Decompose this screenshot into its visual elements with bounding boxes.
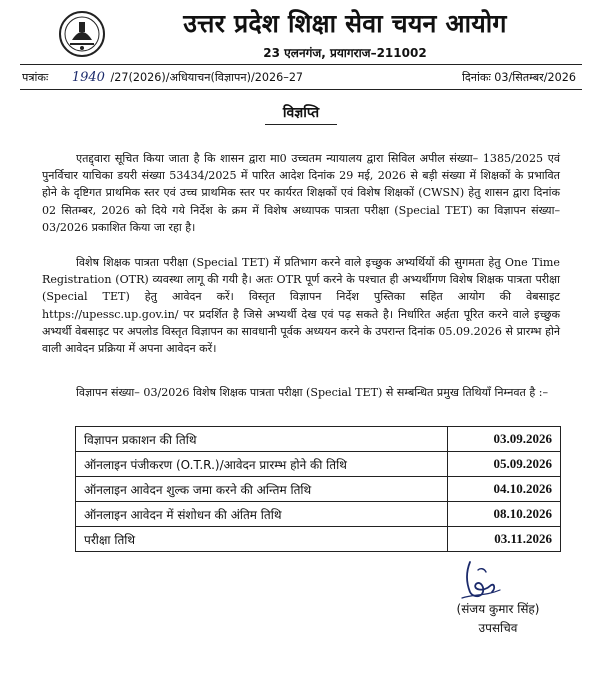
event-cell: ऑनलाइन आवेदन शुल्क जमा करने की अन्तिम तिथि	[76, 477, 448, 502]
organization-address: 23 एलनगंज, प्रयागराज–211002	[263, 46, 427, 60]
organization-title: उत्तर प्रदेश शिक्षा सेवा चयन आयोग	[183, 9, 507, 38]
paragraph-intro: एतद्द्वारा सूचित किया जाता है कि शासन द्वारा मा0 उच्चतम न्यायालय द्वारा सिविल अपील संख्या– 1385/2025 एवं पुनर्विचार याचिका डयरी संख्या 53434/2025 में पारित आदेश दिनांक 29 मई, 2026 से बड़ी संख्या में शिक्षकों के प्रभावित होने के दृष्टिगत प्राथमिक स्तर एवं उच्च प्राथमिक स्तर पर कार्यरत शिक्षकों एवं विशेष शिक्षकों (CWSN) हेतु शासन द्वारा दिनांक 02 सितम्बर, 2026 को दिये गये निर्देश के क्रम में विशेष अध्यापक पात्रता परीक्षा (Special TET) का विज्ञापन संख्या–03/2026 प्रकाशित किया जा रहा है।	[42, 152, 560, 234]
signatory-name: (संजय कुमार सिंह)	[456, 602, 540, 616]
notice-heading: विज्ञप्ति	[265, 102, 337, 125]
paragraph-registration: विशेष शिक्षक पात्रता परीक्षा (Special TET) में प्रतिभाग करने वाले इच्छुक अभ्यर्थियों की सुगमता हेतु One Time Registration (OTR) व्यवस्था लागू की गयी है। अतः OTR पूर्ण करने के पश्चात ही अभ्यर्थीगण विशेष शिक्षक पात्रता परीक्षा (Special TET) हेतु आवेदन करें। विस्तृत विज्ञापन निर्देश पुस्तिका सहित आयोग की वेबसाइट https://upessc.up.gov.in/ पर प्रदर्शित है जिसे अभ्यर्थी देख एवं पढ़ सकते है। निर्धारित अर्हता पूरित करने वाले इच्छुक अभ्यर्थी वेबसाइट पर अपलोड विस्तृत विज्ञापन का सावधानी पूर्वक अध्ययन करने के उपरान्त दिनांक 05.09.2026 से प्रारम्भ होने वाली आवेदन प्रक्रिया में अपना आवेदन करें।	[42, 256, 560, 356]
event-cell: ऑनलाइन आवेदन में संशोधन की अंतिम तिथि	[76, 502, 448, 527]
reference-date: दिनांकः 03/सितम्बर/2026	[461, 71, 576, 84]
header-divider-top	[20, 64, 582, 65]
table-row	[76, 427, 561, 452]
signature-mark	[456, 558, 504, 604]
reference-number: 1940	[71, 70, 105, 85]
event-cell: विज्ञापन प्रकाशन की तिथि	[76, 427, 448, 452]
table-row	[76, 477, 561, 502]
important-dates-table	[75, 426, 561, 552]
event-cell: ऑनलाइन पंजीकरण (O.T.R.)/आवेदन प्रारम्भ होने की तिथि	[76, 452, 448, 477]
table-row	[76, 527, 561, 552]
header-divider-bottom	[20, 89, 582, 90]
signatory-designation: उपसचिव	[478, 621, 518, 635]
date-cell: 04.10.2026	[448, 477, 561, 502]
table-row	[76, 452, 561, 477]
reference-rest: /27(2026)/अधियाचन(विज्ञापन)/2026–27	[110, 71, 304, 84]
date-cell: 05.09.2026	[448, 452, 561, 477]
paragraph-dates-intro: विज्ञापन संख्या– 03/2026 विशेष शिक्षक पात्रता परीक्षा (Special TET) से सम्बन्धित प्रमुख तिथियाँ निम्नवत है :–	[76, 386, 549, 399]
date-cell: 03.09.2026	[448, 427, 561, 452]
reference-line	[22, 70, 580, 88]
reference-label: पत्रांकः	[22, 71, 49, 84]
event-cell: परीक्षा तिथि	[76, 527, 448, 552]
emblem-icon	[58, 10, 106, 58]
table-row	[76, 502, 561, 527]
date-cell: 08.10.2026	[448, 502, 561, 527]
date-cell: 03.11.2026	[448, 527, 561, 552]
